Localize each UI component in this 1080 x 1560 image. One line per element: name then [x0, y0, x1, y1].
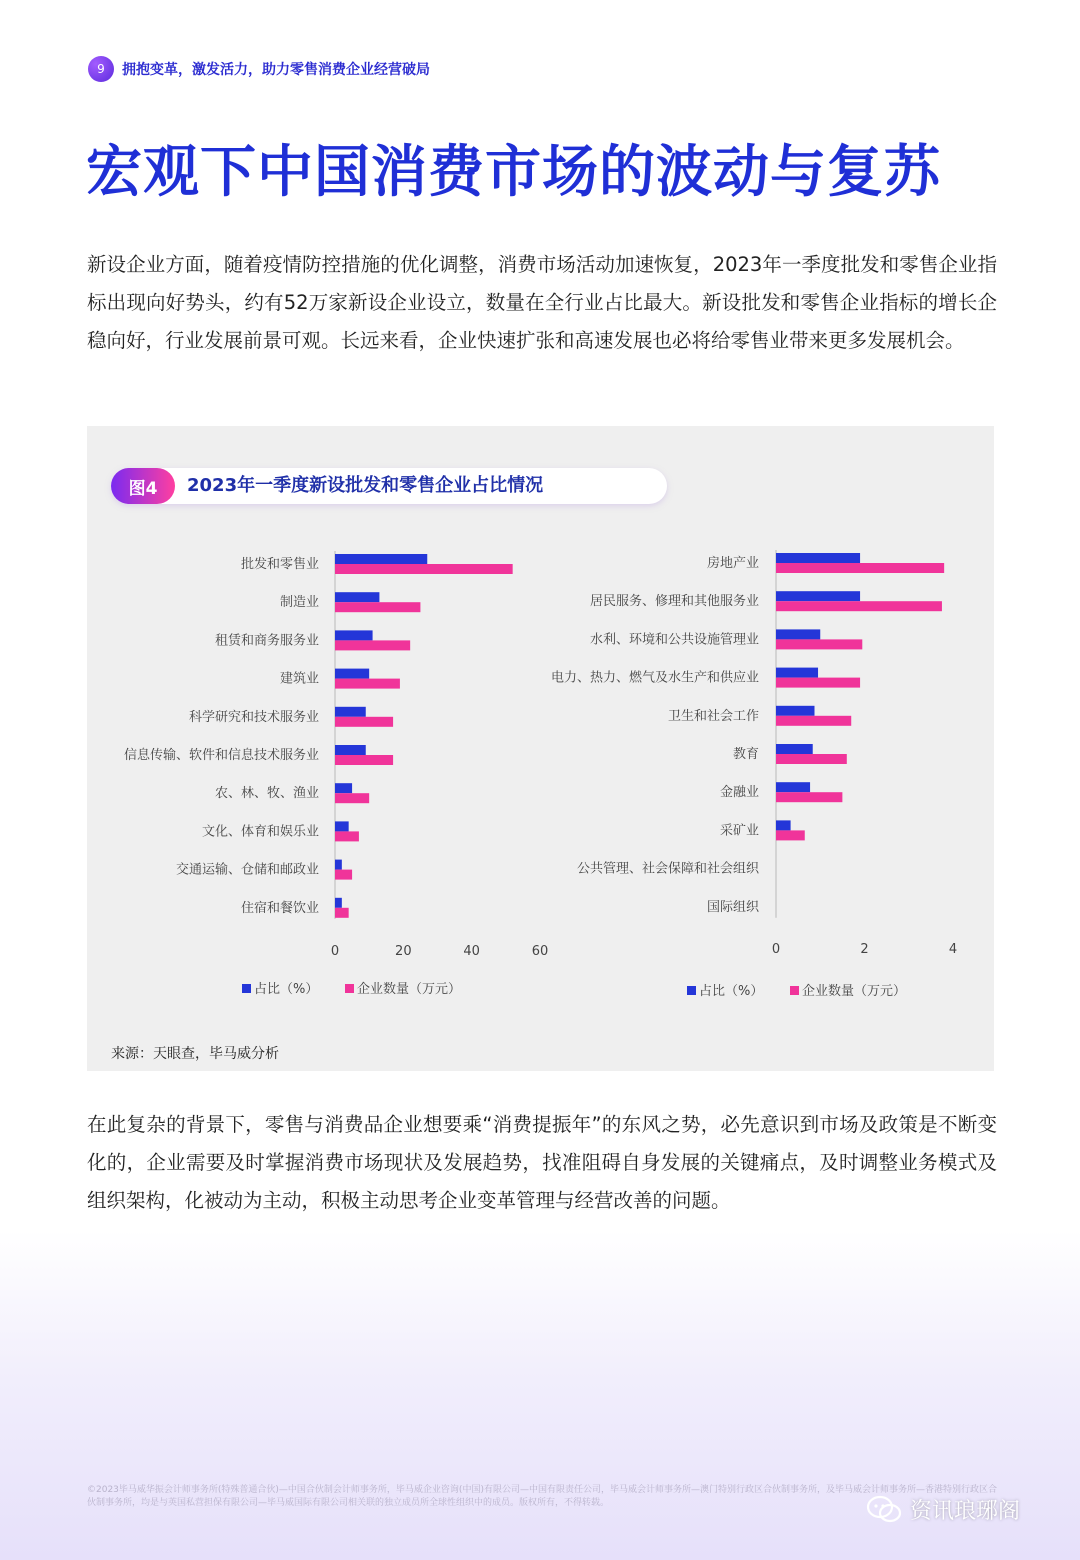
figure-source: 来源：天眼查，毕马威分析	[111, 1046, 279, 1062]
watermark	[866, 1494, 1020, 1525]
category-label: 金融业	[719, 785, 759, 801]
category-label: 居民服务、修理和其他服务业	[589, 594, 759, 610]
bar-share	[776, 668, 818, 678]
legend-swatch	[345, 984, 354, 993]
bar-share	[776, 706, 814, 716]
category-label: 卫生和社会工作	[667, 708, 759, 724]
bar-count	[335, 679, 400, 689]
legend-swatch	[790, 986, 799, 995]
bar-count	[335, 793, 369, 803]
bar-count	[335, 602, 420, 612]
category-label: 租赁和商务服务业	[214, 633, 319, 649]
bar-share	[335, 821, 349, 831]
bar-share	[335, 898, 342, 908]
category-label: 房地产业	[706, 556, 759, 571]
category-label: 农、林、牧、渔业	[214, 786, 319, 802]
bar-count	[335, 908, 349, 918]
bar-count	[335, 564, 513, 574]
bar-count	[776, 563, 944, 573]
bar-count	[335, 831, 359, 841]
bar-share	[335, 592, 379, 602]
bar-count	[776, 716, 851, 726]
page-number-badge: 9	[88, 56, 114, 82]
x-tick-label: 0	[330, 944, 340, 959]
bar-count	[776, 792, 842, 802]
bar-share	[776, 629, 820, 639]
category-label: 科学研究和技术服务业	[188, 709, 319, 725]
bar-share	[776, 820, 791, 830]
bar-share	[335, 783, 352, 793]
page-title: 宏观下中国消费市场的波动与复苏	[86, 140, 941, 205]
header-title: 拥抱变革，激发活力，助力零售消费企业经营破局	[122, 62, 430, 78]
category-label: 电力、热力、燃气及水生产和供应业	[550, 670, 759, 686]
bar-share	[335, 630, 373, 640]
category-label: 交通运输、仓储和邮政业	[175, 862, 319, 878]
bar-count	[776, 830, 805, 840]
figure-badge: 图4	[111, 468, 175, 504]
category-label: 住宿和餐饮业	[240, 900, 319, 916]
x-tick-label: 2	[860, 942, 869, 957]
page-header	[88, 56, 430, 82]
category-label: 采矿业	[719, 823, 759, 839]
bar-count	[335, 640, 410, 650]
legend-label: 占比（%）	[254, 982, 319, 997]
bar-share	[335, 554, 427, 564]
bar-count	[776, 639, 862, 649]
x-tick-label: 60	[531, 944, 549, 959]
x-tick-label: 20	[395, 944, 412, 959]
category-label: 教育	[732, 747, 759, 762]
legend-label: 企业数量（万元）	[357, 982, 462, 997]
figure-title: 2023年一季度新设批发和零售企业占比情况	[187, 475, 544, 496]
x-tick-label: 4	[948, 942, 958, 957]
category-label: 文化、体育和娱乐业	[201, 824, 319, 840]
category-label: 水利、环境和公共设施管理业	[589, 632, 759, 648]
bar-count	[776, 754, 847, 764]
legend-label: 企业数量（万元）	[802, 984, 907, 999]
bar-share	[776, 782, 810, 792]
watermark-text: 资讯琅琊阁	[910, 1499, 1021, 1524]
x-tick-label: 0	[771, 942, 781, 957]
bar-share	[335, 669, 369, 679]
conclusion-paragraph: 在此复杂的背景下，零售与消费品企业想要乘“消费提振年”的东风之势，必先意识到市场及政策是不断变化的，企业需要及时掌握消费市场现状及发展趋势，找准阻碍自身发展的关键痛点，及时调整业务模式及组织架构，化被动为主动，积极主动思考企业变革管理与经营改善的问题。	[87, 1113, 997, 1212]
category-label: 公共管理、社会保障和社会组织	[576, 861, 759, 877]
bar-count	[335, 717, 393, 727]
chat-bubbles-icon	[866, 1495, 902, 1525]
figure-panel	[87, 426, 994, 1071]
copyright-note: ©2023毕马威华振会计师事务所(特殊普通合伙)—中国合伙制会计师事务所，毕马威企业咨询(中国)有限公司—中国有限责任公司，毕马威会计师事务所—澳门特别行政区合伙制事务所，及毕马威会计师事务所—香港特别行政区合伙制事务所，均是与英国私营担保有限公司—毕马威国际有限公司相关联的独立成员所全球性组织中的成员。版权所有，不得转载。	[87, 1485, 997, 1508]
bar-share	[776, 591, 860, 601]
bar-share	[335, 745, 366, 755]
x-tick-label: 40	[463, 944, 480, 959]
bar-share	[335, 707, 366, 717]
category-label: 制造业	[279, 595, 319, 611]
bar-count	[335, 870, 352, 880]
bar-share	[776, 553, 860, 563]
legend-swatch	[242, 984, 251, 993]
intro-paragraph: 新设企业方面，随着疫情防控措施的优化调整，消费市场活动加速恢复，2023年一季度批发和零售企业指标出现向好势头，约有52万家新设企业设立，数量在全行业占比最大。新设批发和零售企业指标的增长企稳向好，行业发展前景可观。长远来看，企业快速扩张和高速发展也必将给零售业带来更多发展机会。	[87, 253, 997, 352]
bar-share	[335, 860, 342, 870]
legend-label: 占比（%）	[699, 984, 764, 999]
legend-swatch	[687, 986, 696, 995]
bar-share	[776, 744, 813, 754]
bar-count	[776, 601, 942, 611]
bar-count	[335, 755, 393, 765]
category-label: 建筑业	[279, 671, 319, 687]
bar-charts	[87, 426, 994, 1071]
category-label: 信息传输、软件和信息技术服务业	[123, 748, 319, 763]
bar-count	[776, 678, 860, 688]
category-label: 批发和零售业	[240, 557, 319, 572]
category-label: 国际组织	[706, 899, 759, 915]
